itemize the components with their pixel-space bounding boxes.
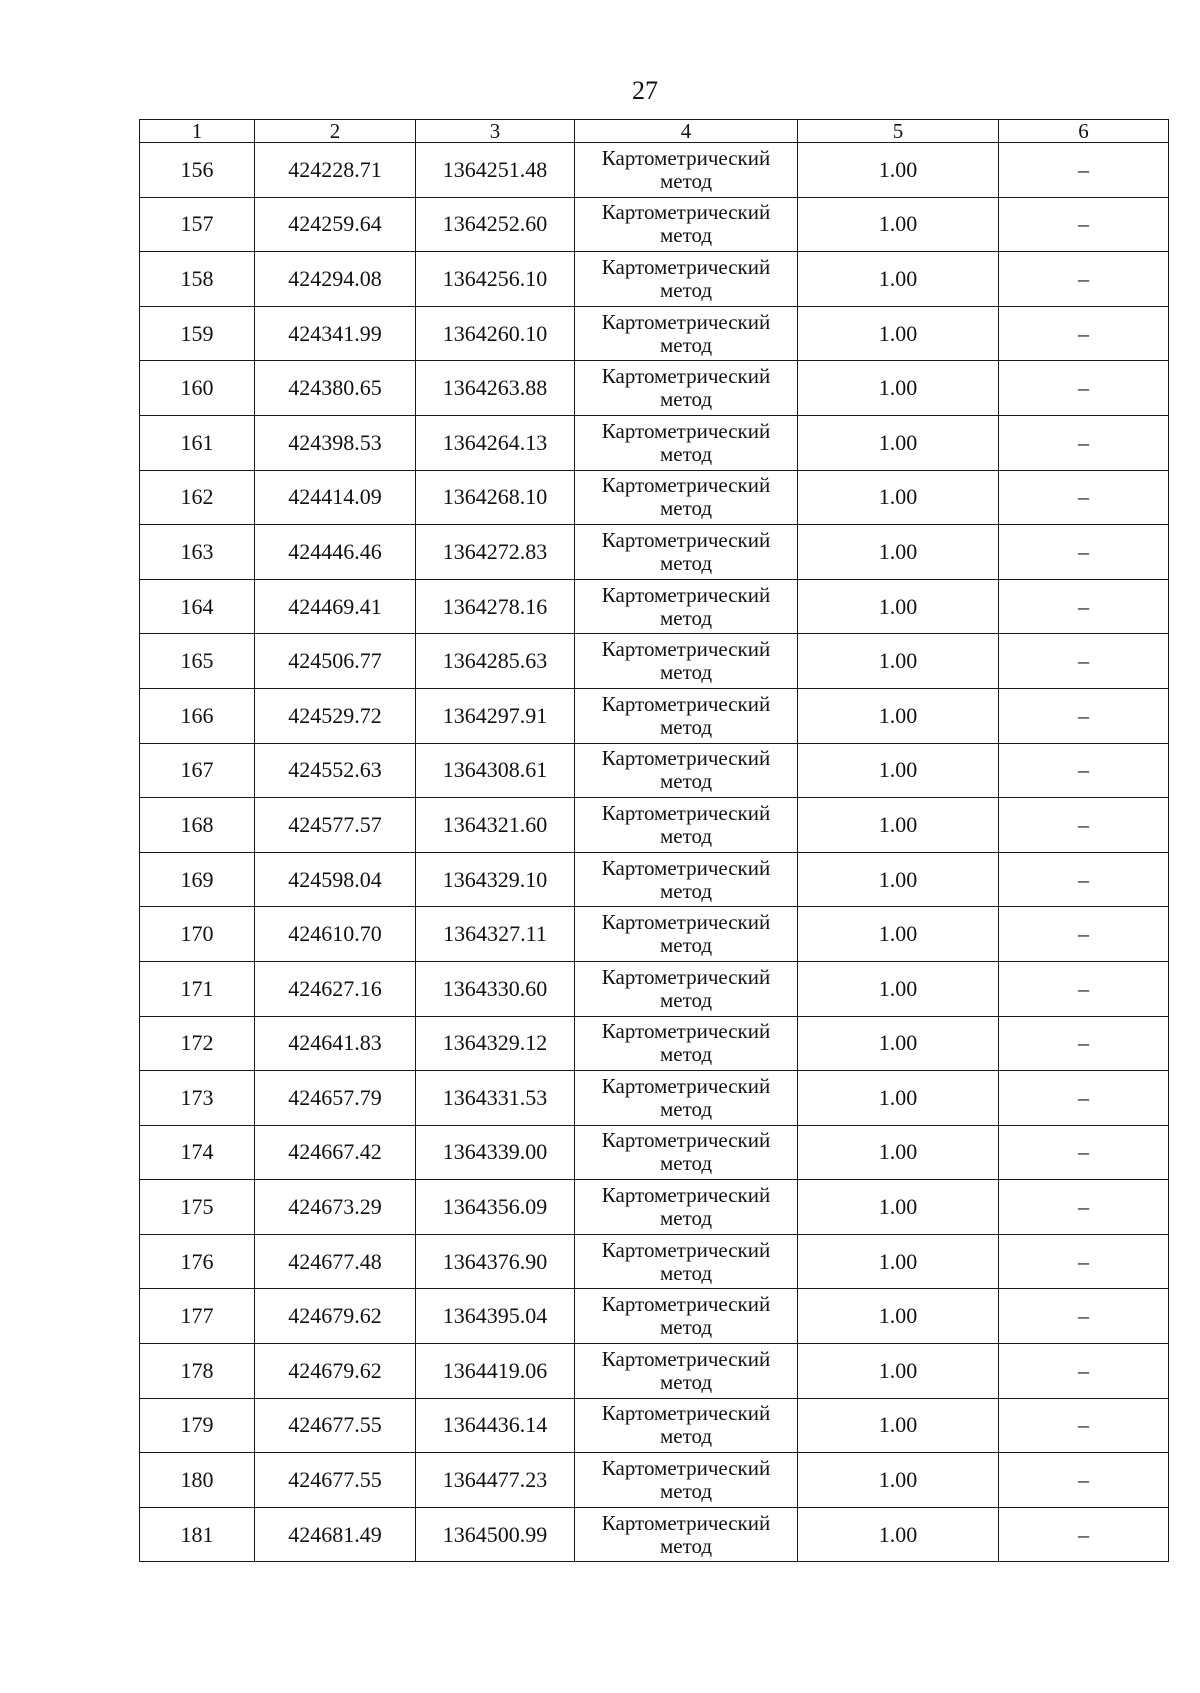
method-line-1: Картометрический bbox=[601, 910, 771, 935]
point-number-cell: 179 bbox=[140, 1398, 255, 1453]
method-line-2: метод bbox=[659, 332, 713, 357]
table-row bbox=[140, 306, 1169, 361]
point-number-cell: 163 bbox=[140, 525, 255, 580]
method-line-2: метод bbox=[659, 823, 713, 848]
column-number-row bbox=[140, 120, 1169, 143]
column-number-header: 1 bbox=[140, 120, 255, 143]
method-line-2: метод bbox=[659, 1151, 713, 1176]
x-coordinate-cell: 424414.09 bbox=[255, 470, 416, 525]
note-cell: – bbox=[999, 143, 1169, 198]
point-number-cell: 157 bbox=[140, 197, 255, 252]
x-coordinate-cell: 424398.53 bbox=[255, 415, 416, 470]
x-coordinate-cell: 424380.65 bbox=[255, 361, 416, 416]
precision-cell: 1.00 bbox=[798, 252, 999, 307]
point-number-cell: 180 bbox=[140, 1453, 255, 1508]
precision-cell: 1.00 bbox=[798, 306, 999, 361]
table-row bbox=[140, 743, 1169, 798]
method-line-1: Картометрический bbox=[601, 1073, 771, 1098]
method-line-2: метод bbox=[659, 933, 713, 958]
precision-cell: 1.00 bbox=[798, 1125, 999, 1180]
method-line-2: метод bbox=[659, 769, 713, 794]
point-number-cell: 178 bbox=[140, 1344, 255, 1399]
point-number-cell: 170 bbox=[140, 907, 255, 962]
method-line-2: метод bbox=[659, 1369, 713, 1394]
note-cell: – bbox=[999, 579, 1169, 634]
note-cell: – bbox=[999, 1398, 1169, 1453]
precision-cell: 1.00 bbox=[798, 1234, 999, 1289]
note-cell: – bbox=[999, 1071, 1169, 1126]
method-cell bbox=[575, 961, 798, 1016]
method-line-1: Картометрический bbox=[601, 364, 771, 389]
precision-cell: 1.00 bbox=[798, 197, 999, 252]
method-line-2: метод bbox=[659, 987, 713, 1012]
method-line-1: Картометрический bbox=[601, 637, 771, 662]
method-line-2: метод bbox=[659, 277, 713, 302]
y-coordinate-cell: 1364251.48 bbox=[416, 143, 575, 198]
point-number-cell: 159 bbox=[140, 306, 255, 361]
y-coordinate-cell: 1364436.14 bbox=[416, 1398, 575, 1453]
x-coordinate-cell: 424552.63 bbox=[255, 743, 416, 798]
method-cell bbox=[575, 1453, 798, 1508]
precision-cell: 1.00 bbox=[798, 634, 999, 689]
point-number-cell: 175 bbox=[140, 1180, 255, 1235]
method-line-1: Картометрический bbox=[601, 145, 771, 170]
x-coordinate-cell: 424679.62 bbox=[255, 1289, 416, 1344]
y-coordinate-cell: 1364331.53 bbox=[416, 1071, 575, 1126]
table-row bbox=[140, 361, 1169, 416]
table-row bbox=[140, 1398, 1169, 1453]
method-cell bbox=[575, 634, 798, 689]
method-cell bbox=[575, 1507, 798, 1562]
method-line-1: Картометрический bbox=[601, 1346, 771, 1371]
table-row bbox=[140, 1180, 1169, 1235]
point-number-cell: 164 bbox=[140, 579, 255, 634]
x-coordinate-cell: 424627.16 bbox=[255, 961, 416, 1016]
y-coordinate-cell: 1364285.63 bbox=[416, 634, 575, 689]
point-number-cell: 169 bbox=[140, 852, 255, 907]
table-row bbox=[140, 143, 1169, 198]
x-coordinate-cell: 424294.08 bbox=[255, 252, 416, 307]
precision-cell: 1.00 bbox=[798, 415, 999, 470]
y-coordinate-cell: 1364329.10 bbox=[416, 852, 575, 907]
method-line-1: Картометрический bbox=[601, 473, 771, 498]
y-coordinate-cell: 1364419.06 bbox=[416, 1344, 575, 1399]
y-coordinate-cell: 1364268.10 bbox=[416, 470, 575, 525]
x-coordinate-cell: 424673.29 bbox=[255, 1180, 416, 1235]
method-line-1: Картометрический bbox=[601, 855, 771, 880]
y-coordinate-cell: 1364376.90 bbox=[416, 1234, 575, 1289]
note-cell: – bbox=[999, 252, 1169, 307]
y-coordinate-cell: 1364308.61 bbox=[416, 743, 575, 798]
precision-cell: 1.00 bbox=[798, 470, 999, 525]
precision-cell: 1.00 bbox=[798, 852, 999, 907]
point-number-cell: 177 bbox=[140, 1289, 255, 1344]
table-row bbox=[140, 907, 1169, 962]
precision-cell: 1.00 bbox=[798, 1344, 999, 1399]
table-row bbox=[140, 798, 1169, 853]
x-coordinate-cell: 424259.64 bbox=[255, 197, 416, 252]
method-line-1: Картометрический bbox=[601, 1019, 771, 1044]
column-number-header: 6 bbox=[999, 120, 1169, 143]
table-row bbox=[140, 1289, 1169, 1344]
x-coordinate-cell: 424677.55 bbox=[255, 1398, 416, 1453]
table-row bbox=[140, 1071, 1169, 1126]
note-cell: – bbox=[999, 361, 1169, 416]
note-cell: – bbox=[999, 1344, 1169, 1399]
method-line-1: Картометрический bbox=[601, 309, 771, 334]
coordinates-table-body bbox=[140, 120, 1169, 1562]
method-line-1: Картометрический bbox=[601, 1510, 771, 1535]
x-coordinate-cell: 424228.71 bbox=[255, 143, 416, 198]
table-row bbox=[140, 1507, 1169, 1562]
method-line-2: метод bbox=[659, 1479, 713, 1504]
note-cell: – bbox=[999, 470, 1169, 525]
y-coordinate-cell: 1364297.91 bbox=[416, 688, 575, 743]
method-cell bbox=[575, 525, 798, 580]
table-row bbox=[140, 634, 1169, 689]
method-line-1: Картометрический bbox=[601, 746, 771, 771]
x-coordinate-cell: 424667.42 bbox=[255, 1125, 416, 1180]
point-number-cell: 156 bbox=[140, 143, 255, 198]
point-number-cell: 162 bbox=[140, 470, 255, 525]
y-coordinate-cell: 1364264.13 bbox=[416, 415, 575, 470]
point-number-cell: 171 bbox=[140, 961, 255, 1016]
method-line-2: метод bbox=[659, 660, 713, 685]
note-cell: – bbox=[999, 1016, 1169, 1071]
x-coordinate-cell: 424577.57 bbox=[255, 798, 416, 853]
y-coordinate-cell: 1364256.10 bbox=[416, 252, 575, 307]
method-cell bbox=[575, 470, 798, 525]
table-row bbox=[140, 688, 1169, 743]
x-coordinate-cell: 424341.99 bbox=[255, 306, 416, 361]
x-coordinate-cell: 424598.04 bbox=[255, 852, 416, 907]
method-line-2: метод bbox=[659, 878, 713, 903]
table-row bbox=[140, 525, 1169, 580]
note-cell: – bbox=[999, 1289, 1169, 1344]
method-cell bbox=[575, 252, 798, 307]
method-line-1: Картометрический bbox=[601, 254, 771, 279]
method-cell bbox=[575, 1125, 798, 1180]
table-row bbox=[140, 1234, 1169, 1289]
method-cell bbox=[575, 1071, 798, 1126]
method-line-1: Картометрический bbox=[601, 418, 771, 443]
method-cell bbox=[575, 798, 798, 853]
method-cell bbox=[575, 143, 798, 198]
note-cell: – bbox=[999, 852, 1169, 907]
method-cell bbox=[575, 415, 798, 470]
precision-cell: 1.00 bbox=[798, 1289, 999, 1344]
y-coordinate-cell: 1364329.12 bbox=[416, 1016, 575, 1071]
method-line-2: метод bbox=[659, 496, 713, 521]
method-line-1: Картометрический bbox=[601, 1237, 771, 1262]
note-cell: – bbox=[999, 798, 1169, 853]
note-cell: – bbox=[999, 1234, 1169, 1289]
method-line-1: Картометрический bbox=[601, 1401, 771, 1426]
precision-cell: 1.00 bbox=[798, 961, 999, 1016]
point-number-cell: 158 bbox=[140, 252, 255, 307]
table-row bbox=[140, 1453, 1169, 1508]
precision-cell: 1.00 bbox=[798, 361, 999, 416]
method-cell bbox=[575, 1016, 798, 1071]
method-line-1: Картометрический bbox=[601, 1183, 771, 1208]
point-number-cell: 168 bbox=[140, 798, 255, 853]
precision-cell: 1.00 bbox=[798, 688, 999, 743]
method-line-2: метод bbox=[659, 1096, 713, 1121]
method-cell bbox=[575, 1289, 798, 1344]
method-line-2: метод bbox=[659, 441, 713, 466]
x-coordinate-cell: 424681.49 bbox=[255, 1507, 416, 1562]
note-cell: – bbox=[999, 197, 1169, 252]
column-number-header: 3 bbox=[416, 120, 575, 143]
precision-cell: 1.00 bbox=[798, 907, 999, 962]
method-cell bbox=[575, 306, 798, 361]
point-number-cell: 166 bbox=[140, 688, 255, 743]
point-number-cell: 165 bbox=[140, 634, 255, 689]
method-line-2: метод bbox=[659, 714, 713, 739]
x-coordinate-cell: 424657.79 bbox=[255, 1071, 416, 1126]
note-cell: – bbox=[999, 634, 1169, 689]
method-line-2: метод bbox=[659, 1424, 713, 1449]
method-line-2: метод bbox=[659, 168, 713, 193]
method-line-2: метод bbox=[659, 223, 713, 248]
method-line-1: Картометрический bbox=[601, 691, 771, 716]
x-coordinate-cell: 424679.62 bbox=[255, 1344, 416, 1399]
point-number-cell: 160 bbox=[140, 361, 255, 416]
method-cell bbox=[575, 1398, 798, 1453]
method-line-1: Картометрический bbox=[601, 1292, 771, 1317]
table-row bbox=[140, 1344, 1169, 1399]
method-line-1: Картометрический bbox=[601, 527, 771, 552]
y-coordinate-cell: 1364327.11 bbox=[416, 907, 575, 962]
method-cell bbox=[575, 1344, 798, 1399]
column-number-header: 5 bbox=[798, 120, 999, 143]
precision-cell: 1.00 bbox=[798, 1016, 999, 1071]
precision-cell: 1.00 bbox=[798, 579, 999, 634]
point-number-cell: 172 bbox=[140, 1016, 255, 1071]
table-row bbox=[140, 252, 1169, 307]
method-cell bbox=[575, 907, 798, 962]
x-coordinate-cell: 424610.70 bbox=[255, 907, 416, 962]
point-number-cell: 161 bbox=[140, 415, 255, 470]
x-coordinate-cell: 424677.55 bbox=[255, 1453, 416, 1508]
page-number: 27 bbox=[632, 76, 658, 105]
x-coordinate-cell: 424506.77 bbox=[255, 634, 416, 689]
note-cell: – bbox=[999, 688, 1169, 743]
column-number-header: 4 bbox=[575, 120, 798, 143]
table-row bbox=[140, 579, 1169, 634]
method-line-2: метод bbox=[659, 550, 713, 575]
method-line-1: Картометрический bbox=[601, 582, 771, 607]
precision-cell: 1.00 bbox=[798, 743, 999, 798]
method-line-2: метод bbox=[659, 1042, 713, 1067]
x-coordinate-cell: 424529.72 bbox=[255, 688, 416, 743]
method-line-1: Картометрический bbox=[601, 964, 771, 989]
note-cell: – bbox=[999, 1180, 1169, 1235]
method-cell bbox=[575, 852, 798, 907]
method-cell bbox=[575, 688, 798, 743]
method-line-2: метод bbox=[659, 1533, 713, 1558]
precision-cell: 1.00 bbox=[798, 798, 999, 853]
note-cell: – bbox=[999, 743, 1169, 798]
method-line-1: Картометрический bbox=[601, 200, 771, 225]
table-row bbox=[140, 197, 1169, 252]
x-coordinate-cell: 424641.83 bbox=[255, 1016, 416, 1071]
method-line-1: Картометрический bbox=[601, 1456, 771, 1481]
y-coordinate-cell: 1364477.23 bbox=[416, 1453, 575, 1508]
note-cell: – bbox=[999, 1507, 1169, 1562]
point-number-cell: 176 bbox=[140, 1234, 255, 1289]
table-row bbox=[140, 1125, 1169, 1180]
table-row bbox=[140, 852, 1169, 907]
y-coordinate-cell: 1364330.60 bbox=[416, 961, 575, 1016]
method-cell bbox=[575, 1180, 798, 1235]
note-cell: – bbox=[999, 415, 1169, 470]
method-line-1: Картометрический bbox=[601, 800, 771, 825]
point-number-cell: 173 bbox=[140, 1071, 255, 1126]
y-coordinate-cell: 1364252.60 bbox=[416, 197, 575, 252]
y-coordinate-cell: 1364321.60 bbox=[416, 798, 575, 853]
precision-cell: 1.00 bbox=[798, 1507, 999, 1562]
method-cell bbox=[575, 197, 798, 252]
coordinates-table bbox=[139, 119, 1169, 1562]
method-line-2: метод bbox=[659, 1206, 713, 1231]
point-number-cell: 174 bbox=[140, 1125, 255, 1180]
x-coordinate-cell: 424677.48 bbox=[255, 1234, 416, 1289]
method-line-1: Картометрический bbox=[601, 1128, 771, 1153]
precision-cell: 1.00 bbox=[798, 1180, 999, 1235]
table-row bbox=[140, 1016, 1169, 1071]
point-number-cell: 167 bbox=[140, 743, 255, 798]
y-coordinate-cell: 1364272.83 bbox=[416, 525, 575, 580]
y-coordinate-cell: 1364339.00 bbox=[416, 1125, 575, 1180]
column-number-header: 2 bbox=[255, 120, 416, 143]
point-number-cell: 181 bbox=[140, 1507, 255, 1562]
x-coordinate-cell: 424446.46 bbox=[255, 525, 416, 580]
precision-cell: 1.00 bbox=[798, 1071, 999, 1126]
table-row bbox=[140, 961, 1169, 1016]
method-line-2: метод bbox=[659, 1315, 713, 1340]
precision-cell: 1.00 bbox=[798, 143, 999, 198]
precision-cell: 1.00 bbox=[798, 1398, 999, 1453]
note-cell: – bbox=[999, 1125, 1169, 1180]
note-cell: – bbox=[999, 1453, 1169, 1508]
y-coordinate-cell: 1364260.10 bbox=[416, 306, 575, 361]
note-cell: – bbox=[999, 306, 1169, 361]
method-cell bbox=[575, 743, 798, 798]
precision-cell: 1.00 bbox=[798, 1453, 999, 1508]
method-line-2: метод bbox=[659, 605, 713, 630]
y-coordinate-cell: 1364500.99 bbox=[416, 1507, 575, 1562]
note-cell: – bbox=[999, 907, 1169, 962]
method-line-2: метод bbox=[659, 387, 713, 412]
x-coordinate-cell: 424469.41 bbox=[255, 579, 416, 634]
y-coordinate-cell: 1364278.16 bbox=[416, 579, 575, 634]
note-cell: – bbox=[999, 961, 1169, 1016]
method-cell bbox=[575, 579, 798, 634]
method-cell bbox=[575, 361, 798, 416]
note-cell: – bbox=[999, 525, 1169, 580]
table-row bbox=[140, 470, 1169, 525]
y-coordinate-cell: 1364356.09 bbox=[416, 1180, 575, 1235]
method-line-2: метод bbox=[659, 1260, 713, 1285]
table-row bbox=[140, 415, 1169, 470]
method-cell bbox=[575, 1234, 798, 1289]
y-coordinate-cell: 1364263.88 bbox=[416, 361, 575, 416]
precision-cell: 1.00 bbox=[798, 525, 999, 580]
y-coordinate-cell: 1364395.04 bbox=[416, 1289, 575, 1344]
